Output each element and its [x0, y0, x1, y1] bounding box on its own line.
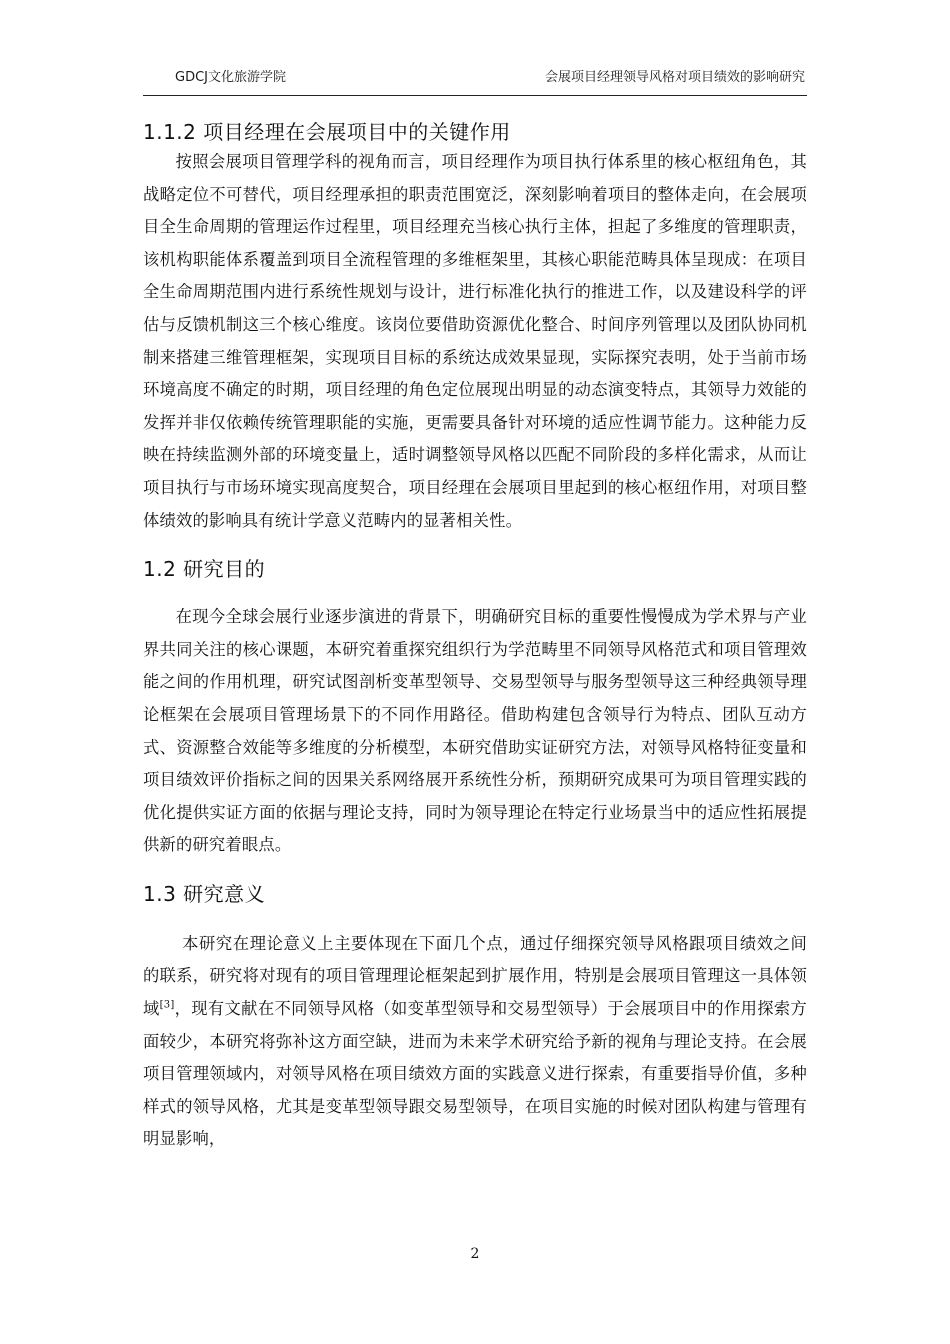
- header-divider: [143, 95, 807, 96]
- section-paragraph-1-1-2: 按照会展项目管理学科的视角而言，项目经理作为项目执行体系里的核心枢纽角色，其战略定位不可替代，项目经理承担的职责范围宽泛，深刻影响着项目的整体走向，在会展项目全生命周期的管理运作过程里，项目经理充当核心执行主体，担起了多维度的管理职责，该机构职能体系覆盖到项目全流程管理的多维框架里，其核心职能范畴具体呈现成：在项目全生命周期范围内进行系统性规划与设计，进行标准化执行的推进工作，以及建设科学的评估与反馈机制这三个核心维度。该岗位要借助资源优化整合、时间序列管理以及团队协同机制来搭建三维管理框架，实现项目目标的系统达成效果显现，实际探究表明，处于当前市场环境高度不确定的时期，项目经理的角色定位展现出明显的动态演变特点，其领导力效能的发挥并非仅依赖传统管理职能的实施，更需要具备针对环境的适应性调节能力。这种能力反映在持续监测外部的环境变量上，适时调整领导风格以匹配不同阶段的多样化需求，从而让项目执行与市场环境实现高度契合，项目经理在会展项目里起到的核心枢纽作用，对项目整体绩效的影响具有统计学意义范畴内的显著相关性。: [143, 152, 807, 530]
- section-heading-1-3: 1.3 研究意义: [143, 881, 266, 906]
- header-institution: GDCJ文化旅游学院: [175, 70, 286, 85]
- citation-reference[interactable]: [3]: [159, 999, 175, 1011]
- page-number: 2: [470, 1246, 480, 1262]
- section-heading-1-2: 1.2 研究目的: [143, 557, 266, 582]
- section-paragraph-1-2: 在现今全球会展行业逐步演进的背景下，明确研究目标的重要性慢慢成为学术界与产业界共同关注的核心课题，本研究着重探究组织行为学范畴里不同领导风格范式和项目管理效能之间的作用机理，研究试图剖析变革型领导、交易型领导与服务型领导这三种经典领导理论框架在会展项目管理场景下的不同作用路径。借助构建包含领导行为特点、团队互动方式、资源整合效能等多维度的分析模型，本研究借助实证研究方法，对领导风格特征变量和项目绩效评价指标之间的因果关系网络展开系统性分析，预期研究成果可为项目管理实践的优化提供实证方面的依据与理论支持，同时为领导理论在特定行业场景当中的适应性拓展提供新的研究着眼点。: [143, 607, 807, 855]
- paragraph-text-part-1: 本研究在理论意义上主要体现在下面几个点，通过仔细探究领导风格跟项目绩效之间的联系，研究将对现有的项目管理理论框架起到扩展作用，特别是会展项目管理这一具体领域: [143, 933, 807, 1019]
- header-thesis-title: 会展项目经理领导风格对项目绩效的影响研究: [544, 70, 805, 85]
- section-heading-1-1-2: 1.1.2 项目经理在会展项目中的关键作用: [143, 120, 511, 144]
- paragraph-text-part-2: ，现有文献在不同领导风格（如变革型领导和交易型领导）于会展项目中的作用探索方面较少，本研究将弥补这方面空缺，进而为未来学术研究给予新的视角与理论支持。在会展项目管理领域内，对领导风格在项目绩效方面的实践意义进行探索，有重要指导价值，多种样式的领导风格，尤其是变革型领导跟交易型领导，在项目实施的时候对团队构建与管理有明显影响，: [143, 999, 808, 1149]
- section-paragraph-1-3: [143, 928, 807, 1156]
- page-content: [143, 112, 807, 1156]
